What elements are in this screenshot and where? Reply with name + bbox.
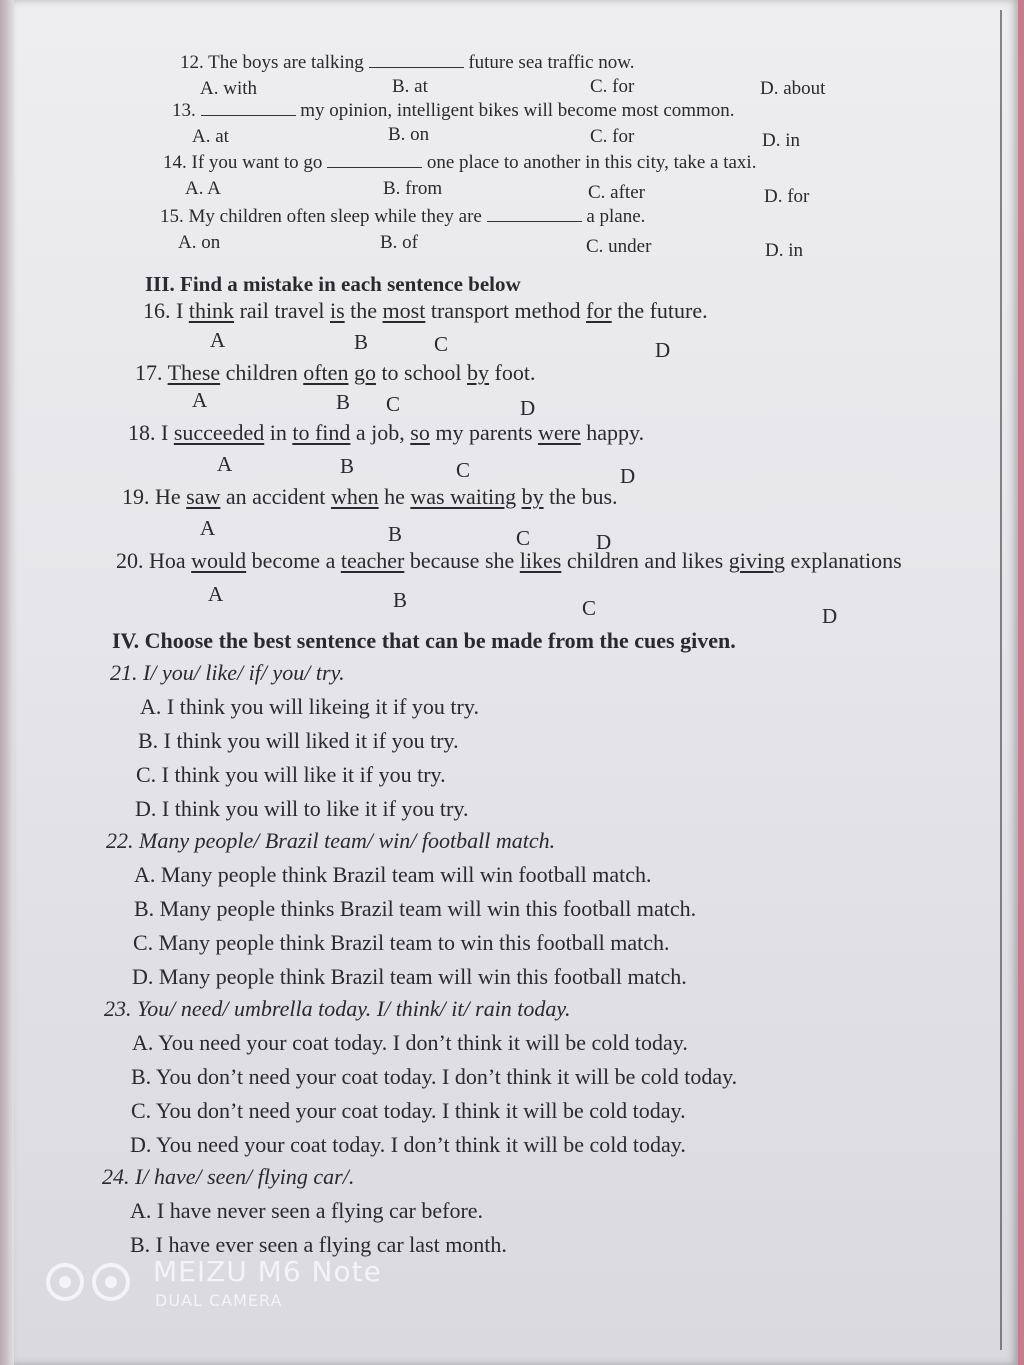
q16-label-c: C: [434, 332, 449, 356]
q18-label-d: D: [620, 464, 636, 488]
question-22-cue: 22. Many people/ Brazil team/ win/ football match.: [106, 828, 556, 853]
question-17: 17. These children often go to school by foot.: [135, 360, 536, 385]
question-21-cue: 21. I/ you/ like/ if/ you/ try.: [110, 660, 345, 685]
q12-option-b: B. at: [392, 76, 428, 97]
question-13: 13. my opinion, intelligent bikes will become most common.: [172, 100, 735, 121]
q13-option-a: A. at: [192, 126, 229, 147]
q17-label-b: B: [336, 390, 351, 414]
q21-option-b: B. I think you will liked it if you try.: [138, 728, 459, 753]
q19-label-c: C: [516, 526, 531, 550]
q20-label-a: A: [208, 582, 224, 606]
question-15: 15. My children often sleep while they are a plane.: [160, 206, 646, 227]
answer-blank: [487, 207, 582, 222]
q13-option-c: C. for: [590, 126, 635, 147]
q19-label-b: B: [388, 522, 403, 546]
answer-blank: [369, 53, 464, 68]
q24-option-a: A. I have never seen a flying car before.: [130, 1198, 484, 1223]
question-18: 18. I succeeded in to find a job, so my parents were happy.: [128, 420, 645, 445]
q19-label-d: D: [596, 530, 612, 554]
q14-option-c: C. after: [588, 182, 645, 203]
camera-logo-icon: [45, 1261, 135, 1303]
answer-blank: [201, 101, 296, 116]
q21-option-d: D. I think you will to like it if you try.: [135, 796, 469, 821]
q23-option-c: C. You don’t need your coat today. I think it will be cold today.: [131, 1098, 686, 1123]
q21-option-a: A. I think you will likeing it if you try.: [140, 694, 479, 719]
question-24-cue: 24. I/ have/ seen/ flying car/.: [102, 1164, 355, 1189]
watermark-brand: MEIZU M6 Note: [153, 1255, 382, 1288]
q15-option-b: B. of: [380, 232, 418, 253]
question-16: 16. I think rail travel is the most transport method for the future.: [143, 298, 708, 323]
q16-label-a: A: [210, 328, 226, 352]
q18-label-a: A: [217, 452, 233, 476]
watermark-subtitle: DUAL CAMERA: [155, 1291, 283, 1310]
question-19: 19. He saw an accident when he was waiting by the bus.: [122, 484, 618, 509]
q17-label-c: C: [386, 392, 401, 416]
q15-option-d: D. in: [765, 240, 803, 261]
question-20: 20. Hoa would become a teacher because she likes children and likes giving explanations: [116, 548, 902, 573]
q12-option-a: A. with: [200, 78, 257, 99]
q14-option-b: B. from: [383, 178, 443, 199]
q24-option-b: B. I have ever seen a flying car last month.: [130, 1232, 507, 1257]
answer-blank: [327, 153, 422, 168]
q19-label-a: A: [200, 516, 216, 540]
question-23-cue: 23. You/ need/ umbrella today. I/ think/ it/ rain today.: [104, 996, 571, 1021]
q22-option-a: A. Many people think Brazil team will win football match.: [134, 862, 652, 887]
q20-label-b: B: [393, 588, 408, 612]
q20-label-d: D: [822, 604, 838, 628]
question-12: 12. The boys are talking future sea traffic now.: [180, 52, 635, 73]
q22-option-b: B. Many people thinks Brazil team will win this football match.: [134, 896, 697, 921]
q15-option-a: A. on: [178, 232, 221, 253]
q12-option-c: C. for: [590, 76, 635, 97]
q21-option-c: C. I think you will like it if you try.: [136, 762, 446, 787]
q18-label-b: B: [340, 454, 355, 478]
q22-option-c: C. Many people think Brazil team to win this football match.: [133, 930, 670, 955]
q23-option-d: D. You need your coat today. I don’t think it will be cold today.: [130, 1132, 686, 1157]
q16-label-b: B: [354, 330, 369, 354]
q14-option-a: A. A: [185, 178, 221, 199]
q13-option-d: D. in: [762, 130, 800, 151]
q16-label-d: D: [655, 338, 671, 362]
q20-label-c: C: [582, 596, 597, 620]
q22-option-d: D. Many people think Brazil team will win this football match.: [132, 964, 687, 989]
section-3-heading: III. Find a mistake in each sentence below: [145, 272, 521, 296]
q12-option-d: D. about: [760, 78, 826, 99]
question-14: 14. If you want to go one place to another in this city, take a taxi.: [163, 152, 757, 173]
q17-label-d: D: [520, 396, 536, 420]
q18-label-c: C: [456, 458, 471, 482]
q14-option-d: D. for: [764, 186, 810, 207]
q17-label-a: A: [192, 388, 208, 412]
q23-option-a: A. You need your coat today. I don’t think it will be cold today.: [132, 1030, 688, 1055]
q15-option-c: C. under: [586, 236, 652, 257]
section-4-heading: IV. Choose the best sentence that can be made from the cues given.: [112, 628, 736, 653]
q13-option-b: B. on: [388, 124, 430, 145]
q23-option-b: B. You don’t need your coat today. I don’t think it will be cold today.: [131, 1064, 738, 1089]
